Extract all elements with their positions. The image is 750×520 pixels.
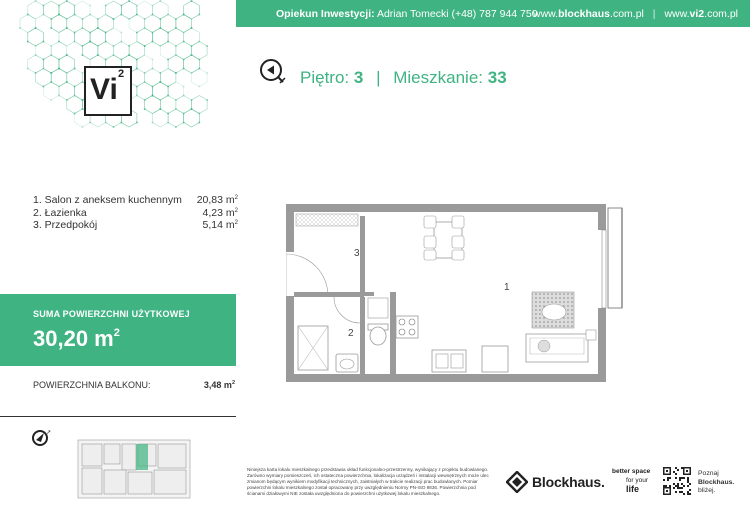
- floor-label: Piętro:: [300, 68, 350, 87]
- slogan-line-3: life: [626, 484, 640, 494]
- room-list: [33, 194, 238, 232]
- balcony-area: [33, 380, 235, 390]
- qr-code[interactable]: [663, 467, 691, 495]
- title-separator: |: [376, 68, 381, 87]
- room-name: 1. Salon z aneksem kuchennym: [33, 194, 182, 206]
- compass-icon: [33, 430, 51, 445]
- floor-plan: [286, 204, 686, 384]
- plan-label-room-1: 1: [504, 282, 510, 293]
- poznaj-text: [698, 470, 734, 496]
- plan-label-room-3: 3: [354, 248, 360, 259]
- plan-label-room-2: 2: [348, 328, 354, 339]
- slogan-line-1: better space: [612, 468, 651, 475]
- brand-name: Blockhaus.: [532, 474, 605, 490]
- total-area-panel: [0, 294, 236, 366]
- room-area: 5,14 $m^2$: [202, 219, 238, 231]
- building-key-plan: [30, 428, 200, 503]
- contact-label: Opiekun Inwestycji:: [276, 8, 375, 20]
- contact-value: Adrian Tomecki (+48) 787 944 750: [376, 8, 538, 20]
- vi2-link[interactable]: www.vi2.com.pl: [664, 8, 738, 20]
- list-item: [33, 194, 238, 207]
- vi2-logo: Vi 2: [84, 66, 132, 116]
- contact-bar: [236, 0, 750, 27]
- link-separator: |: [652, 8, 656, 20]
- room-area: 4,23 $m^2$: [202, 206, 238, 219]
- slogan: [612, 468, 650, 494]
- total-area-label: SUMA POWIERZCHNI UŻYTKOWEJ: [33, 309, 190, 319]
- apartment-label: Mieszkanie:: [393, 68, 483, 87]
- room-name: 2. Łazienka: [33, 206, 87, 219]
- room-name: 3. Przedpokój: [33, 219, 98, 231]
- legal-disclaimer: Niniejsza karta lokalu mieszkalnego przedstawia układ funkcjonalno-przestrzenny, wynikający z projektu budowlanego. Zarówno wymiary pomieszczeń, ich ostateczna powierzchnia, lokalizacja urządzeń i instalacji wewnętrznych może ulec zmianom będącym wynikiem modyfikacji technicznych, zaistniałych w trakcie realizacji prac budowlanych. Pomiar powierzchni lokalu mieszkalnego został opracowany przy uwzględnieniu Normy PN-ISO 9836. Powierzchnia pod ścianami działowymi NIE została uwzględniona do powierzchni użytkowej lokalu mieszkalnego.: [247, 467, 489, 496]
- blockhaus-logo: [506, 471, 605, 493]
- slogan-line-2: for your: [626, 476, 649, 484]
- list-item: [33, 219, 238, 232]
- investment-contact: [276, 8, 538, 20]
- room-area: 20,83 $m^2$: [196, 194, 238, 206]
- poznaj-line-1: Poznaj: [698, 470, 719, 477]
- list-item: [33, 207, 238, 220]
- poznaj-line-3: bliżej.: [698, 487, 716, 494]
- total-area-value: 30,20 $m^2$: [33, 326, 120, 351]
- back-arrow-icon[interactable]: [258, 57, 288, 89]
- balcony-label: POWIERZCHNIA BALKONU:: [33, 380, 151, 390]
- divider: [0, 416, 236, 417]
- apartment-value: 33: [487, 68, 507, 87]
- page-title: [300, 68, 507, 88]
- poznaj-line-2: Blockhaus.: [698, 478, 735, 486]
- svg-text:↗: ↗: [46, 430, 52, 436]
- blockhaus-mark-icon: [506, 471, 528, 493]
- floor-value: 3: [353, 68, 364, 87]
- balcony-value: 3,48 $m^2$: [203, 380, 235, 390]
- website-links: [533, 8, 738, 20]
- blockhaus-link[interactable]: www.blockhaus.com.pl: [533, 8, 644, 20]
